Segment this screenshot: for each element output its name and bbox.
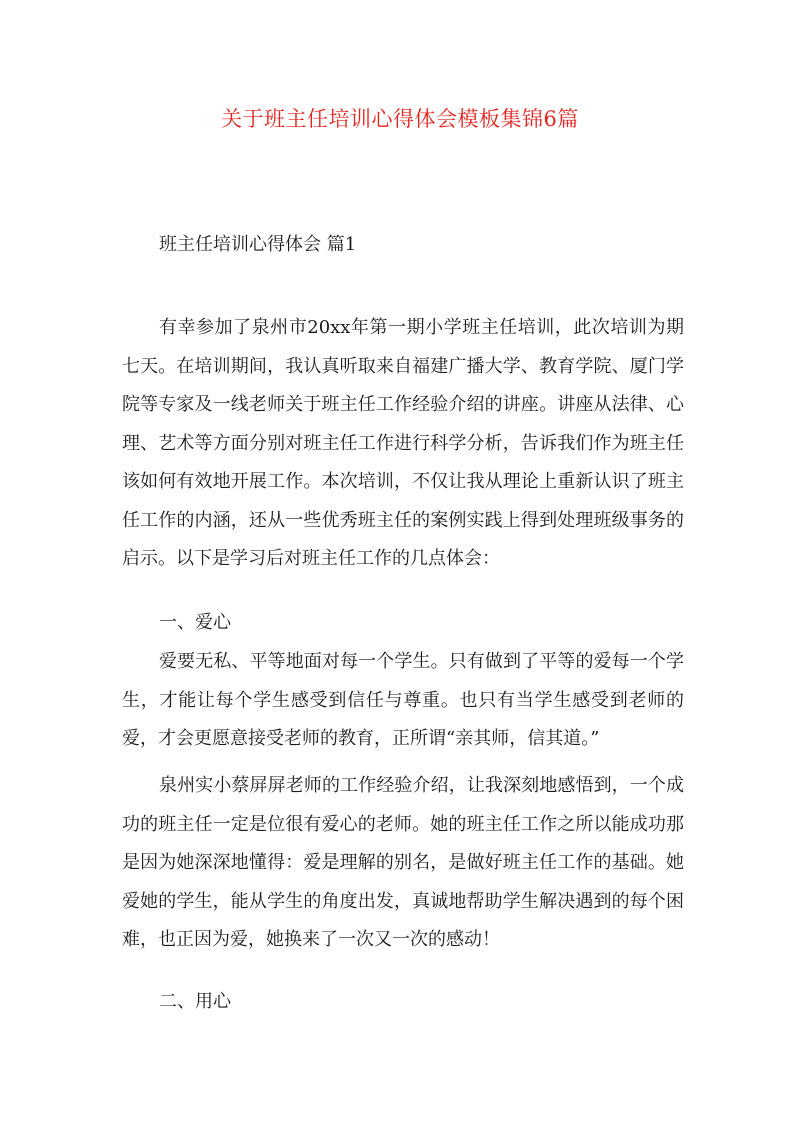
paragraph-love-2: 泉州实小蔡屏屏老师的工作经验介绍，让我深刻地感悟到，一个成功的班主任一定是位很有爱心的老师。她的班主任工作之所以能成功那是因为她深深地懂得：爱是理解的别名，是做好班主任工作的基础。她爱她的学生，能从学生的角度出发，真诚地帮助学生解决遇到的每个困难，也正因为爱，她换来了一次又一次的感动！ [122, 775, 684, 950]
subheading-attentiveness: 二、用心 [159, 991, 231, 1012]
paragraph-intro: 有幸参加了泉州市20xx年第一期小学班主任培训，此次培训为期七天。在培训期间，我认真听取来自福建广播大学、教育学院、厦门学院等专家及一线老师关于班主任工作经验介绍的讲座。讲座从法律、心理、艺术等方面分别对班主任工作进行科学分析，告诉我们作为班主任该如何有效地开展工作。本次培训，不仅让我从理论上重新认识了班主任工作的内涵，还从一些优秀班主任的案例实践上得到处理班级事务的启示。以下是学习后对班主任工作的几点体会： [122, 317, 684, 569]
document-title: 关于班主任培训心得体会模板集锦6篇 [221, 107, 579, 131]
section-heading: 班主任培训心得体会 篇1 [159, 234, 357, 255]
subheading-love: 一、爱心 [159, 612, 231, 633]
paragraph-love-1: 爱要无私、平等地面对每一个学生。只有做到了平等的爱每一个学生，才能让每个学生感受到信任与尊重。也只有当学生感受到老师的爱，才会更愿意接受老师的教育，正所谓“亲其师，信其道。” [122, 651, 684, 749]
